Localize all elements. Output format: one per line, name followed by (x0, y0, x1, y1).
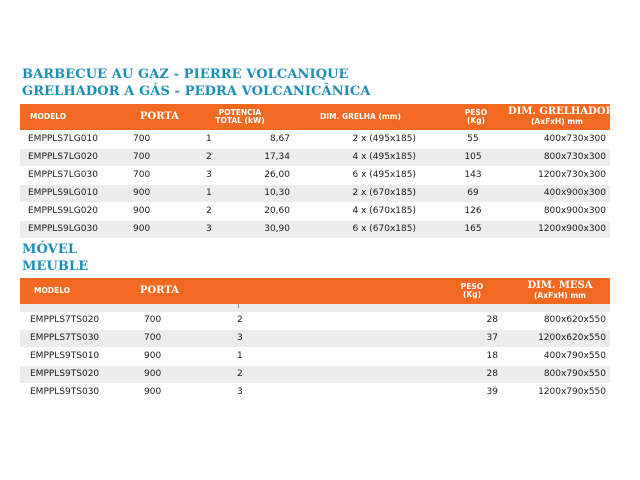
table1-cell-porta: 700 (133, 134, 151, 144)
table1-header-dim-grelhador (508, 106, 614, 126)
table1-cell-burners: 1 (206, 134, 212, 144)
table1-cell-peso: 55 (467, 134, 479, 144)
table2-cell-porta: 900 (144, 369, 162, 379)
table1-cell-peso: 126 (464, 206, 482, 216)
table1-cell-burners: 1 (206, 188, 212, 198)
table1-cell-porta: 900 (133, 206, 151, 216)
table1-header (20, 104, 614, 130)
table2-cell-modelo: EMPPLS9TS020 (30, 369, 100, 379)
table1-cell-potencia: 26,00 (264, 170, 290, 180)
table2-cell-dim: 400x790x550 (543, 351, 606, 361)
table1-row (20, 203, 610, 221)
table1-cell-peso: 165 (464, 224, 482, 234)
table1-cell-porta: 700 (133, 170, 151, 180)
table1-cell-potencia: 17,34 (264, 152, 290, 162)
table1-cell-burners: 3 (206, 224, 212, 234)
table1-cell-peso: 105 (464, 152, 482, 162)
table2-header-peso (452, 283, 492, 298)
table1-cell-burners: 2 (206, 206, 212, 216)
table2-cell-modelo: EMPPLS7TS020 (30, 315, 100, 325)
table2-header-porta: PORTA (140, 285, 180, 296)
table1-header-porta: PORTA (140, 111, 180, 122)
table1-cell-modelo: EMPPLS7LG010 (28, 134, 98, 144)
table2-cell-peso: 39 (486, 387, 498, 397)
table2-cell-qty: 3 (237, 333, 243, 343)
table1-row (20, 185, 610, 203)
table1-cell-dim: 800x730x300 (543, 152, 606, 162)
table2-cell-porta: 700 (144, 333, 162, 343)
table2-header-peso-line2: (Kg) (462, 289, 482, 299)
table2-header-modelo: MODELO (34, 286, 71, 295)
title-barbecue-fr: BARBECUE AU GAZ - PIERRE VOLCANIQUE (22, 67, 349, 82)
table2-cell-qty: 2 (237, 315, 243, 325)
table2-cell-qty: 1 (237, 351, 243, 361)
table1-header-potencia (210, 109, 270, 124)
table1-header-dim-grelhador-line2: (AxFxH) mm (531, 117, 583, 126)
title-movel-pt: MÓVEL (22, 242, 78, 257)
table1-cell-dim: 400x900x300 (543, 188, 606, 198)
table1-header-peso-line1: PESO (464, 108, 488, 117)
table2-cell-porta: 700 (144, 315, 162, 325)
table2-cell-qty: 3 (237, 387, 243, 397)
title-meuble-fr: MEUBLE (22, 259, 89, 274)
table2-cell-modelo: EMPPLS9TS030 (30, 387, 100, 397)
table1-cell-modelo: EMPPLS7LG020 (28, 152, 98, 162)
table2-header-dim-mesa-line2: (AxFxH) mm (534, 291, 586, 300)
table1-cell-porta: 900 (133, 224, 151, 234)
table1-cell-grelha: 4 x (495x185) (352, 152, 416, 162)
table1-cell-potencia: 20,60 (264, 206, 290, 216)
table2-header-peso-line1: PESO (460, 282, 484, 291)
table1-header-potencia-line2: TOTAL (kW) (215, 115, 265, 125)
table1-row (20, 221, 610, 239)
table1-cell-peso: 143 (464, 170, 482, 180)
table1-cell-burners: 2 (206, 152, 212, 162)
table2-cell-modelo: EMPPLS7TS030 (30, 333, 100, 343)
table2-cell-peso: 18 (486, 351, 498, 361)
table1-cell-dim: 400x730x300 (543, 134, 606, 144)
title-grelhador-pt: GRELHADOR A GÁS - PEDRA VOLCANICÂNICA (22, 84, 371, 99)
table1-cell-dim: 800x900x300 (543, 206, 606, 216)
table1-row (20, 167, 610, 185)
table2-row (20, 330, 610, 348)
table1-cell-modelo: EMPPLS9LG010 (28, 188, 98, 198)
table1-body (20, 131, 610, 239)
table2-header-dim-mesa (512, 281, 608, 300)
table2-cell-peso: 28 (486, 369, 498, 379)
table1-cell-modelo: EMPPLS9LG020 (28, 206, 98, 216)
table1-row (20, 131, 610, 149)
table1-header-peso (458, 109, 494, 124)
table1-row (20, 149, 610, 167)
table2-row (20, 384, 610, 402)
table2-cell-dim: 1200x790x550 (538, 387, 606, 397)
table1-cell-potencia: 30,90 (264, 224, 290, 234)
table2-cell-qty: 2 (237, 369, 243, 379)
table1-header-modelo: MODELO (30, 112, 67, 121)
table1-cell-dim: 1200x730x300 (538, 170, 606, 180)
table2-header-dim-mesa-line1: DIM. MESA (527, 280, 593, 291)
table1-cell-grelha: 2 x (495x185) (352, 134, 416, 144)
table1-cell-grelha: 6 x (495x185) (352, 170, 416, 180)
table2-cell-dim: 800x620x550 (543, 315, 606, 325)
table1-cell-modelo: EMPPLS9LG030 (28, 224, 98, 234)
table1-header-potencia-line1: POTENCIA (218, 108, 262, 117)
table1-header-peso-line2: (Kg) (466, 115, 486, 125)
table1-cell-grelha: 4 x (670x185) (352, 206, 416, 216)
table1-cell-peso: 69 (467, 188, 479, 198)
table2-body (20, 312, 610, 402)
table2-cell-dim: 800x790x550 (543, 369, 606, 379)
table1-header-dim-grelha: DIM. GRELHA (mm) (320, 112, 401, 121)
table2-separator (20, 304, 610, 312)
table1-cell-potencia: 10,30 (264, 188, 290, 198)
table1-cell-porta: 900 (133, 188, 151, 198)
table2-row (20, 348, 610, 366)
table2-cell-peso: 37 (486, 333, 498, 343)
table2-header (20, 278, 610, 304)
table2-cell-porta: 900 (144, 387, 162, 397)
table2-cell-porta: 900 (144, 351, 162, 361)
table1-cell-potencia: 8,67 (269, 134, 290, 144)
table2-cell-modelo: EMPPLS9TS010 (30, 351, 100, 361)
table2-tick-mark (238, 304, 239, 308)
table1-cell-grelha: 2 x (670x185) (352, 188, 416, 198)
table1-cell-grelha: 6 x (670x185) (352, 224, 416, 234)
table2-cell-peso: 28 (486, 315, 498, 325)
table1-cell-modelo: EMPPLS7LG030 (28, 170, 98, 180)
table2-row (20, 312, 610, 330)
table2-row (20, 366, 610, 384)
table1-cell-porta: 700 (133, 152, 151, 162)
table1-cell-burners: 3 (206, 170, 212, 180)
table1-header-dim-grelhador-line1: DIM. GRELHADOR (508, 106, 614, 117)
table1-cell-dim: 1200x900x300 (538, 224, 606, 234)
table2-cell-dim: 1200x620x550 (538, 333, 606, 343)
